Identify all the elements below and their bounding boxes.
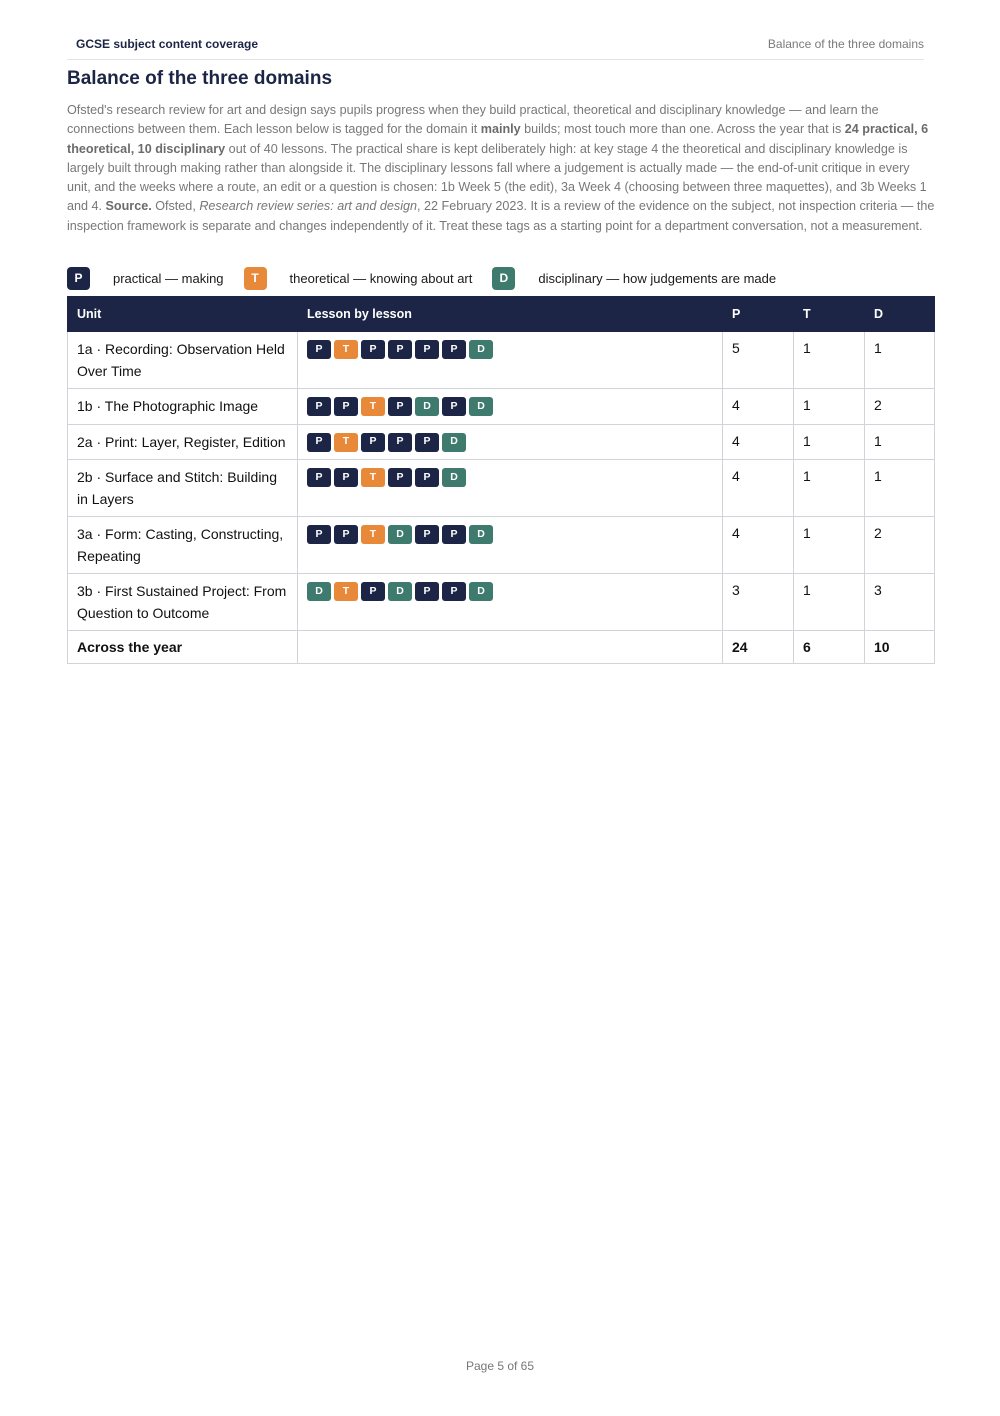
lesson-chip: P (334, 397, 358, 416)
header-section-title: Balance of the three domains (767, 37, 924, 51)
count-d: 1 (865, 460, 935, 517)
lesson-chip: T (334, 582, 358, 601)
total-lessons-empty (298, 631, 723, 664)
lesson-chip: D (307, 582, 331, 601)
lesson-chip: D (469, 397, 493, 416)
unit-name: 1b · The Photographic Image (68, 389, 298, 425)
lesson-chip: D (469, 582, 493, 601)
lesson-chip-list (307, 581, 713, 601)
header-lessons: Lesson by lesson (298, 297, 723, 332)
table-row (68, 517, 935, 574)
domain-legend (67, 266, 796, 290)
table-row (68, 424, 935, 460)
lesson-tags (298, 332, 723, 389)
unit-name: 3a · Form: Casting, Constructing, Repeating (68, 517, 298, 574)
count-p: 4 (723, 389, 794, 425)
table-row (68, 389, 935, 425)
page-title: Balance of the three domains (67, 68, 333, 89)
lesson-chip: T (361, 397, 385, 416)
total-t: 6 (794, 631, 865, 664)
lesson-chip: D (388, 525, 412, 544)
legend-chip-disciplinary: D (492, 267, 515, 290)
lesson-chip: T (334, 433, 358, 452)
lesson-chip-list (307, 432, 713, 452)
legend-chip-theoretical: T (244, 267, 267, 290)
unit-name: 1a · Recording: Observation Held Over Time (68, 332, 298, 389)
count-p: 3 (723, 574, 794, 631)
lesson-chip: D (442, 433, 466, 452)
lesson-chip: P (361, 433, 385, 452)
lesson-chip: D (469, 340, 493, 359)
unit-name: 3b · First Sustained Project: From Question to Outcome (68, 574, 298, 631)
legend-chip-practical: P (67, 267, 90, 290)
lesson-chip: P (307, 397, 331, 416)
lesson-tags (298, 574, 723, 631)
table-row (68, 460, 935, 517)
running-header (67, 37, 924, 60)
total-p: 24 (723, 631, 794, 664)
lesson-chip: P (361, 582, 385, 601)
count-t: 1 (794, 460, 865, 517)
lesson-chip-list (307, 467, 713, 487)
lesson-tags (298, 389, 723, 425)
table-row (68, 332, 935, 389)
lesson-chip: P (307, 433, 331, 452)
unit-name: 2b · Surface and Stitch: Building in Layers (68, 460, 298, 517)
lesson-chip: D (442, 468, 466, 487)
count-p: 4 (723, 460, 794, 517)
count-t: 1 (794, 424, 865, 460)
lesson-chip: P (307, 468, 331, 487)
lesson-chip: P (388, 397, 412, 416)
lesson-chip: P (442, 397, 466, 416)
lesson-chip: P (415, 582, 439, 601)
lesson-chip: T (361, 468, 385, 487)
intro-paragraph: Ofsted's research review for art and design says pupils progress when they build practical, theoretical and disciplinary knowledge — and learn the connections between them. Each lesson below is tagged for the domain it mainly builds; most touch more than one. Across the year that is 24 practical, 6 theoretical, 10 disciplinary out of 40 lessons. The practical share is kept deliberately high: at key stage 4 the theoretical and disciplinary knowledge is largely built through making rather than alongside it. The disciplinary lessons fall where a judgement is actually made — the end-of-unit critique in every unit, and the weeks where a route, an edit or a question is chosen: 1b Week 5 (the edit), 3a Week 4 (choosing between three maquettes), and 3b Weeks 1 and 4. Source. Ofsted, Research review series: art and design, 22 February 2023. It is a review of the evidence on the subject, not inspection criteria — the inspection framework is separate and changes independently of it. Treat these tags as a starting point for a department conversation, not a measurement. (67, 103, 935, 233)
table-header-row (68, 297, 935, 332)
domain-balance-table (67, 296, 935, 664)
header-t: T (794, 297, 865, 332)
total-label: Across the year (68, 631, 298, 664)
lesson-chip: D (388, 582, 412, 601)
lesson-chip-list (307, 524, 713, 544)
page-number: Page 5 of 65 (465, 1359, 535, 1373)
lesson-chip: P (388, 340, 412, 359)
lesson-chip: P (388, 468, 412, 487)
count-t: 1 (794, 389, 865, 425)
lesson-tags (298, 424, 723, 460)
total-d: 10 (865, 631, 935, 664)
lesson-chip: P (334, 468, 358, 487)
header-document-title: GCSE subject content coverage (76, 37, 259, 51)
lesson-chip: P (442, 582, 466, 601)
count-p: 4 (723, 517, 794, 574)
legend-label-theoretical: theoretical — knowing about art (289, 270, 473, 286)
header-p: P (723, 297, 794, 332)
lesson-chip: P (415, 340, 439, 359)
lesson-chip: P (442, 525, 466, 544)
lesson-chip: P (442, 340, 466, 359)
header-unit: Unit (68, 297, 298, 332)
lesson-chip: D (415, 397, 439, 416)
count-d: 1 (865, 332, 935, 389)
lesson-chip: P (361, 340, 385, 359)
count-p: 4 (723, 424, 794, 460)
header-d: D (865, 297, 935, 332)
legend-label-disciplinary: disciplinary — how judgements are made (538, 270, 777, 286)
count-t: 1 (794, 517, 865, 574)
lesson-chip: P (388, 433, 412, 452)
lesson-chip: P (415, 525, 439, 544)
lesson-chip: P (307, 525, 331, 544)
lesson-chip: P (415, 433, 439, 452)
count-d: 2 (865, 389, 935, 425)
lesson-tags (298, 460, 723, 517)
count-d: 2 (865, 517, 935, 574)
lesson-chip: P (415, 468, 439, 487)
lesson-chip: T (334, 340, 358, 359)
lesson-chip: P (307, 340, 331, 359)
lesson-chip-list (307, 396, 713, 416)
unit-name: 2a · Print: Layer, Register, Edition (68, 424, 298, 460)
count-d: 1 (865, 424, 935, 460)
table-row (68, 574, 935, 631)
lesson-tags (298, 517, 723, 574)
lesson-chip: P (334, 525, 358, 544)
legend-label-practical: practical — making (113, 270, 224, 286)
table-total-row (68, 631, 935, 664)
lesson-chip-list (307, 339, 713, 359)
lesson-chip: T (361, 525, 385, 544)
count-p: 5 (723, 332, 794, 389)
count-d: 3 (865, 574, 935, 631)
count-t: 1 (794, 332, 865, 389)
lesson-chip: D (469, 525, 493, 544)
count-t: 1 (794, 574, 865, 631)
